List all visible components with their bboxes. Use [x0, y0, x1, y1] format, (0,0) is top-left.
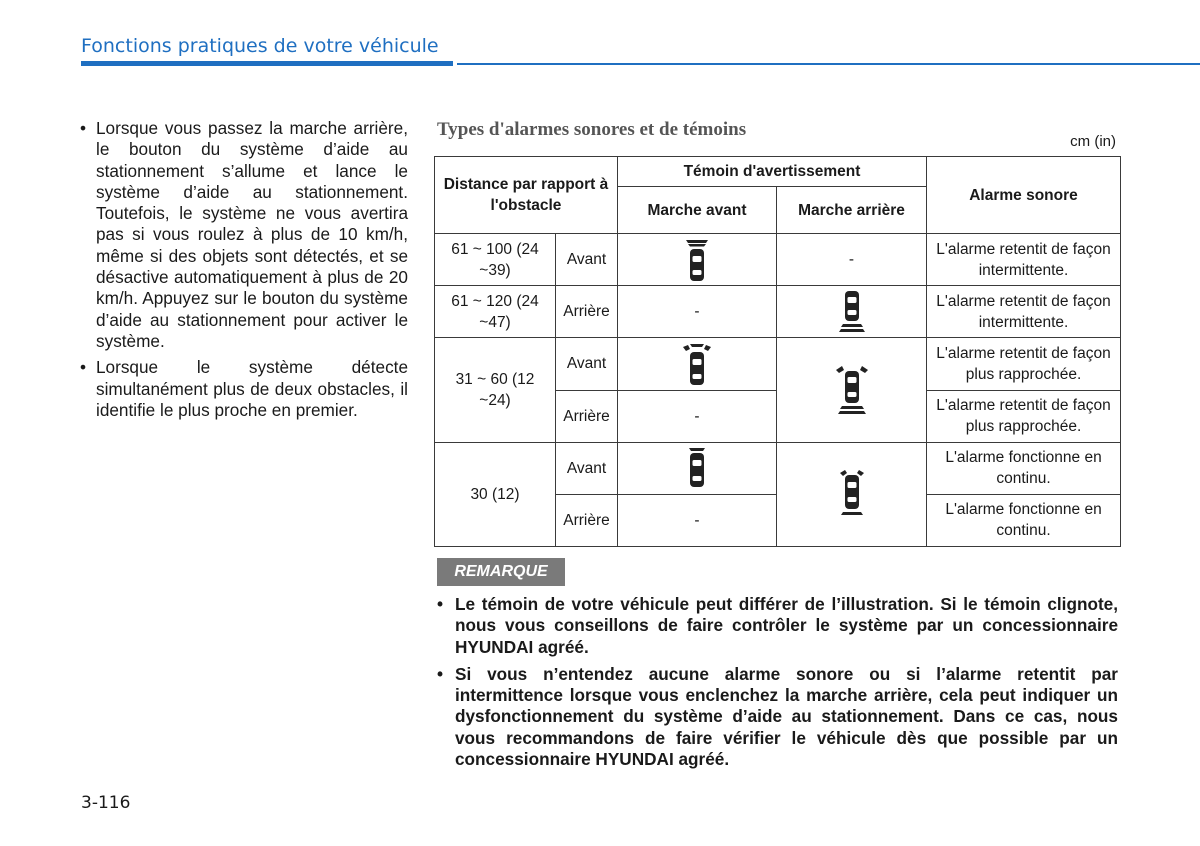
sound-cell: L'alarme retentit de façon intermittente. — [927, 234, 1121, 286]
sensor-cell: Arrière — [556, 286, 618, 338]
header-rule-thick — [81, 61, 453, 66]
table-title: Types d'alarmes sonores et de témoins — [437, 119, 747, 140]
remarque-badge: REMARQUE — [437, 558, 565, 586]
forward-cell: - — [618, 390, 777, 442]
rear-sensor-icon — [836, 289, 868, 335]
all-close-sensor-icon — [834, 467, 870, 521]
header-rule-thin — [457, 63, 1200, 65]
distance-cell: 31 ~ 60 (12 ~24) — [435, 338, 556, 442]
front-close-sensor-icon — [681, 446, 713, 490]
forward-cell — [618, 338, 777, 390]
left-bullet-list — [78, 118, 408, 421]
unit-label: cm (in) — [1070, 133, 1116, 150]
distance-cell: 30 (12) — [435, 442, 556, 546]
table-row — [435, 338, 1121, 390]
header-distance: Distance par rapport à l'obstacle — [435, 157, 618, 234]
header-forward: Marche avant — [618, 187, 777, 234]
sound-cell: L'alarme retentit de façon intermittente. — [927, 286, 1121, 338]
distance-cell: 61 ~ 120 (24 ~47) — [435, 286, 556, 338]
table-row — [435, 234, 1121, 286]
sound-cell: L'alarme retentit de façon plus rapprochée. — [927, 338, 1121, 390]
section-title: Fonctions pratiques de votre véhicule — [81, 35, 439, 57]
sensor-cell: Avant — [556, 338, 618, 390]
front-corners-sensor-icon — [680, 341, 714, 387]
forward-cell: - — [618, 494, 777, 546]
table-row — [435, 442, 1121, 494]
left-bullet-2: • Lorsque le système détecte simultanément plus de deux obstacles, il identifie le plus proche en premier. — [78, 357, 408, 421]
left-column — [78, 118, 408, 426]
reverse-cell: - — [777, 234, 927, 286]
reverse-cell — [777, 338, 927, 442]
remarque-bullet-2: • Si vous n’entendez aucune alarme sonore ou si l’alarme retentit par intermittence lorsque vous enclenchez la marche arrière, cela peut indiquer un dysfonctionnement du système d’aide au stationnement. Dans ce cas, nous vous recommandons de faire vérifier le véhicule dès que possible par un concessionnaire HYUNDAI agréé. — [436, 664, 1118, 770]
forward-cell: - — [618, 286, 777, 338]
left-bullet-1: • Lorsque vous passez la marche arrière, le bouton du système d’aide au stationnement s’allume et lance le système d’aide au stationnement. Toutefois, le système ne vous avertira pas si vous roulez à plus de 10 km/h, même si des objets sont détectés, et se désactive automatiquement à plus de 20 km/h. Appuyez sur le bouton du système d’aide au stationnement pour activer le système. — [78, 118, 408, 352]
remarque-list — [436, 594, 1118, 776]
sensor-cell: Arrière — [556, 390, 618, 442]
remarque-bullet-1: • Le témoin de votre véhicule peut différer de l’illustration. Si le témoin clignote, nous vous conseillons de faire contrôler le système par un concessionnaire HYUNDAI agréé. — [436, 594, 1118, 658]
table-row — [435, 286, 1121, 338]
header-sound: Alarme sonore — [927, 157, 1121, 234]
forward-cell — [618, 234, 777, 286]
header-reverse: Marche arrière — [777, 187, 927, 234]
header-warning: Témoin d'avertissement — [618, 157, 927, 187]
sound-cell: L'alarme fonctionne en continu. — [927, 494, 1121, 546]
alarm-table — [434, 156, 1121, 547]
reverse-cell — [777, 286, 927, 338]
sensor-cell: Avant — [556, 442, 618, 494]
sound-cell: L'alarme fonctionne en continu. — [927, 442, 1121, 494]
reverse-cell — [777, 442, 927, 546]
sensor-cell: Arrière — [556, 494, 618, 546]
distance-cell: 61 ~ 100 (24 ~39) — [435, 234, 556, 286]
page-number: 3-116 — [81, 793, 131, 813]
sound-cell: L'alarme retentit de façon plus rapprochée. — [927, 390, 1121, 442]
front-sensor-icon — [681, 237, 713, 283]
forward-cell — [618, 442, 777, 494]
sensor-cell: Avant — [556, 234, 618, 286]
all-corners-sensor-icon — [832, 363, 872, 417]
